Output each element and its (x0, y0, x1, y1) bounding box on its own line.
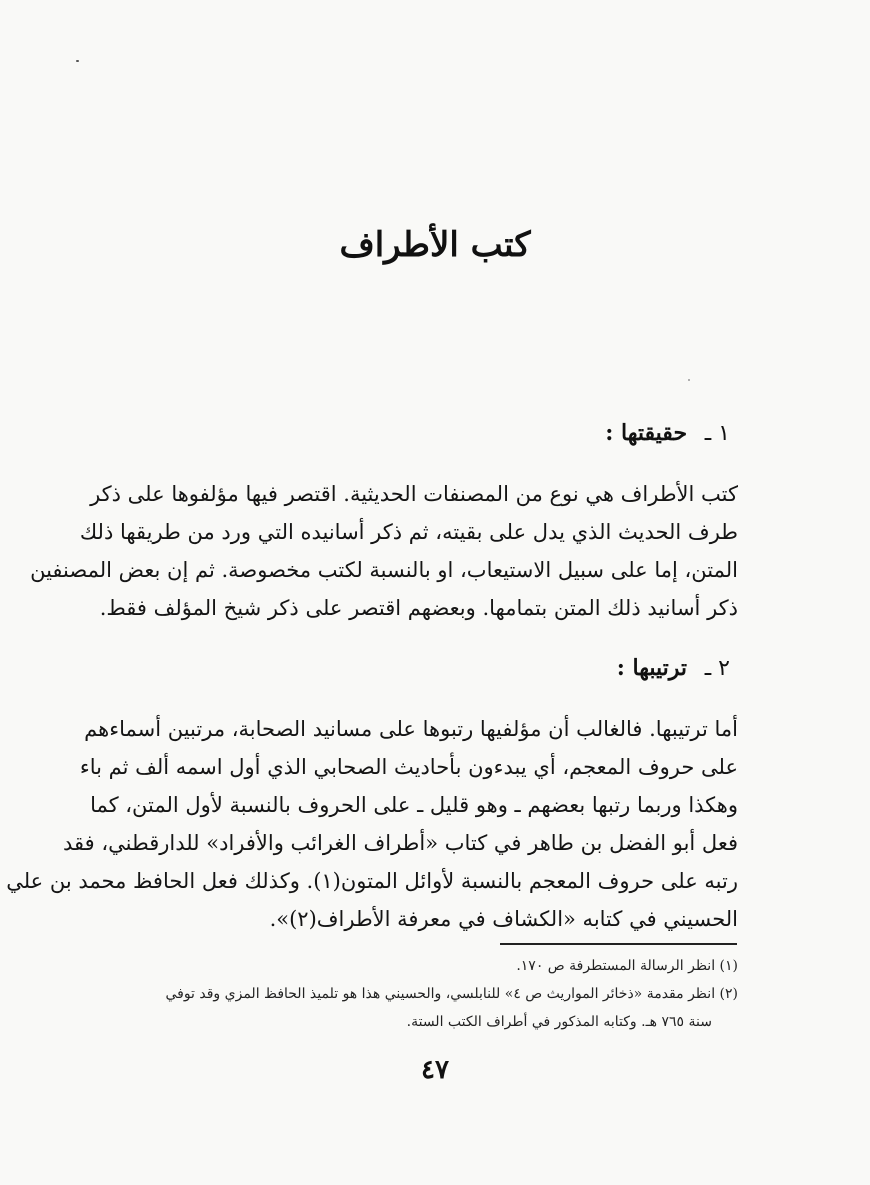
text-line: وهكذا وربما رتبها بعضهم ـ وهو قليل ـ على الحروف بالنسبة لأول المتن، كما (90, 793, 738, 817)
text-line: على حروف المعجم، أي يبدءون بأحاديث الصحابي الذي أول اسمه ألف ثم باء (79, 755, 738, 779)
text-line: المتن، إما على سبيل الاستيعاب، او بالنسبة لكتب مخصوصة. ثم إن بعض المصنفين (30, 558, 738, 582)
section-number: ٢ ـ (704, 656, 730, 681)
page-title: كتب الأطراف (339, 225, 531, 265)
text-line: ذكر أسانيد ذلك المتن بتمامها. وبعضهم اقتصر على ذكر شيخ المؤلف فقط. (99, 596, 738, 620)
text-line: الحسيني في كتابه «الكشاف في معرفة الأطراف(٢)». (269, 907, 738, 931)
text-line: رتبه على حروف المعجم بالنسبة لأوائل المتون(١). وكذلك فعل الحافظ محمد بن علي (6, 869, 738, 893)
footnote: (٢) انظر مقدمة «ذخائر المواريث ص ٤» للنابلسي، والحسيني هذا هو تلميذ الحافظ المزي وقد توفي (165, 986, 738, 1002)
text-line: فعل أبو الفضل بن طاهر في كتاب «أطراف الغرائب والأفراد» للدارقطني، فقد (62, 831, 738, 855)
footnote: (١) انظر الرسالة المستطرفة ص ١٧٠. (516, 958, 738, 974)
section-paragraph-1 (30, 475, 738, 627)
section-paragraph-2 (6, 710, 738, 938)
section-title: ترتيبها : (616, 655, 688, 681)
text-line: طرف الحديث الذي يدل على بقيته، ثم ذكر أسانيده التي ورد من طريقها ذلك (79, 520, 738, 544)
section-heading-1 (605, 420, 730, 446)
scan-speck (688, 379, 690, 381)
section-heading-2 (617, 655, 730, 681)
footnote-divider (500, 943, 737, 945)
footnote-continuation: سنة ٧٦٥ هـ. وكتابه المذكور في أطراف الكتب الستة. (406, 1014, 712, 1030)
text-line: أما ترتيبها. فالغالب أن مؤلفيها رتبوها على مسانيد الصحابة، مرتبين أسماءهم (84, 717, 738, 741)
section-number: ١ ـ (704, 421, 730, 446)
footnotes (133, 952, 738, 1036)
text-line: كتب الأطراف هي نوع من المصنفات الحديثية. اقتصر فيها مؤلفوها على ذكر (90, 482, 738, 506)
page-number: ٤٧ (421, 1055, 449, 1085)
section-title: حقيقتها : (605, 420, 688, 446)
scan-speck (76, 60, 79, 62)
